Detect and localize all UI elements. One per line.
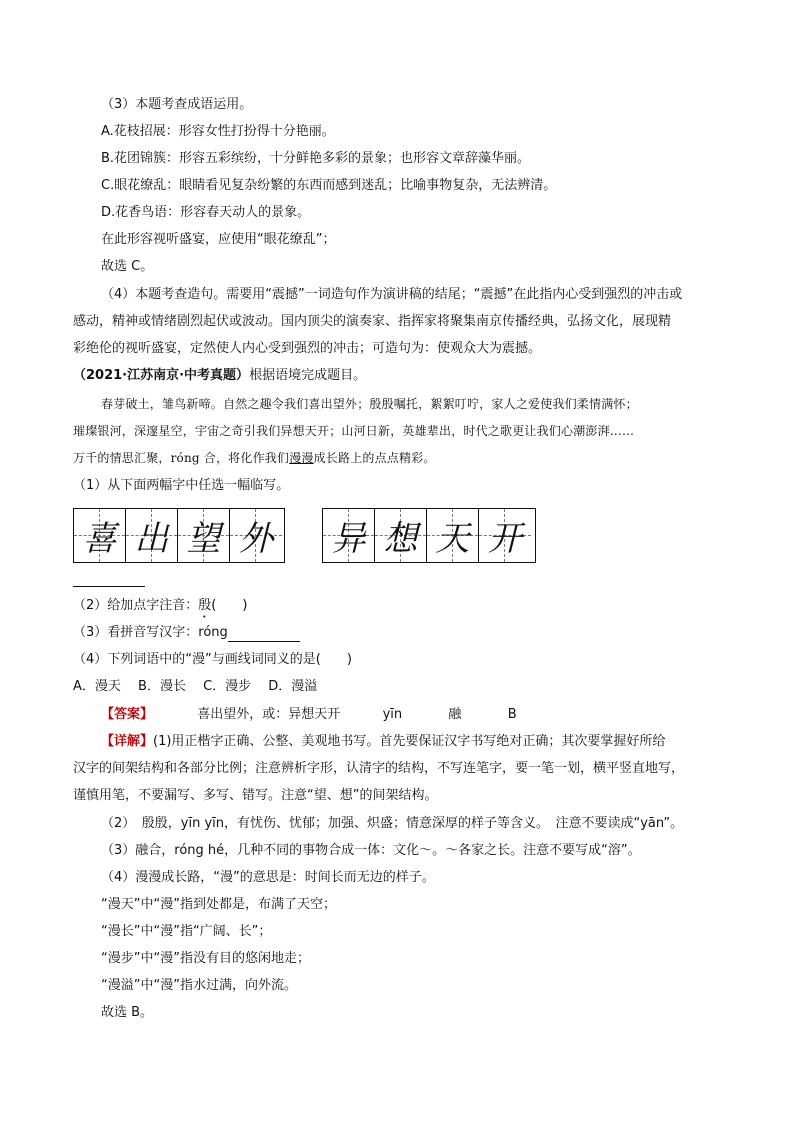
dotted-char: 殷 [198, 598, 212, 613]
sub3-blank [228, 627, 300, 642]
grid-cell [74, 509, 126, 562]
q4-line-3: 彩绝伦的视听盛宴，定然使人内心受到强烈的冲击；可造句为：使观众大为震撼。 [73, 341, 542, 356]
detail-line-3: 谨慎用笔，不要漏写、多写、错写。注意“望、想”的间架结构。 [73, 788, 438, 803]
grid-cell [230, 509, 282, 562]
grid-cell [323, 509, 375, 562]
detail-label: 【详解】 [101, 734, 154, 749]
grid-cell [427, 509, 479, 562]
q3-heading: （3）本题考查成语运用。 [101, 97, 253, 112]
grid-cell [375, 509, 427, 562]
answer-part-3: 融 [448, 707, 462, 722]
passage-text-end: 成长路上的点点精彩。 [313, 451, 436, 465]
sub2-blank: ( ) [211, 598, 248, 613]
underlined-word: 漫漫 [289, 451, 314, 465]
detail-text: (1)用正楷字正确、公整、美观地书写。首先要保证汉字书写绝对正确；其次要掌握好所给 [153, 734, 666, 749]
detail-line-2: 汉字的间架结构和各部分比例；注意辨析字形，认清字的结构，不写连笔字，要一笔一划，横平竖直地写， [73, 761, 685, 776]
q3-option-a: A.花枝招展：形容女性打扮得十分艳丽。 [101, 124, 335, 139]
detail-line-6: （4）漫漫成长路，“漫”的意思是：时间长而无边的样子。 [101, 870, 435, 885]
grid-char: 出 [134, 519, 169, 559]
detail-line-5: （3）融合，róng hé，几种不同的事物合成一体：文化～。～各家之长。注意不要写成“溶”。 [101, 843, 641, 858]
grid-char: 开 [488, 519, 522, 559]
grid-char: 异 [331, 519, 366, 559]
q4-line-2: 感动，精神或情绪剧烈起伏或波动。国内顶尖的演奏家、指挥家将聚集南京传播经典，弘扬文化，展现精 [73, 314, 672, 329]
answer-label: 【答案】 [101, 707, 154, 722]
explain-line-2: “漫长”中“漫”指“广阔、长”； [101, 924, 272, 939]
q3-option-c: C.眼花缭乱：眼睛看见复杂纷繁的东西而感到迷乱；比喻事物复杂，无法辨清。 [101, 178, 557, 193]
calligraphy-grid-right [322, 508, 536, 563]
detail-line-1 [101, 733, 665, 751]
grid-char: 天 [435, 519, 470, 559]
grid-char: 望 [186, 519, 221, 559]
explain-line-3: “漫步”中“漫”指没有目的悠闲地走； [101, 951, 310, 966]
passage-line-3 [73, 449, 436, 467]
answer-line-row [101, 706, 517, 724]
sub-question-1: （1）从下面两幅字中任选一幅临写。 [73, 478, 290, 493]
q3-conclusion: 在此形容视听盛宴，应使用“眼花缭乱”； [101, 232, 336, 247]
passage-text: 万千的情思汇聚，róng 合，将化作我们 [73, 451, 290, 465]
grid-char: 喜 [82, 519, 117, 559]
q3-option-b: B.花团锦簇：形容五彩缤纷，十分鲜艳多彩的景象；也形容文章辞藻华丽。 [101, 151, 531, 166]
calligraphy-grid-left [73, 508, 285, 563]
sub-question-2 [73, 597, 247, 621]
grid-cell [126, 509, 178, 562]
final-answer: 故选 B。 [101, 1005, 154, 1020]
grid-cell [479, 509, 531, 562]
q4-line-1: （4）本题考查造句。需要用“震撼”一词造句作为演讲稿的结尾；“震撼”在此指内心受到强烈的冲击或 [101, 287, 683, 302]
grid-char: 想 [383, 519, 418, 559]
answer-part-2: yīn [382, 707, 403, 722]
question-header [73, 367, 366, 385]
sub3-text: （3）看拼音写汉字：róng [73, 625, 228, 640]
grid-cell [178, 509, 230, 562]
q3-answer: 故选 C。 [101, 259, 154, 274]
sub-question-3 [73, 624, 300, 642]
q3-option-d: D.花香鸟语：形容春天动人的景象。 [101, 205, 311, 220]
answer-part-4: B [507, 707, 517, 722]
explain-line-4: “漫溢”中“漫”指水过满，向外流。 [101, 978, 297, 993]
answer-line [73, 586, 145, 587]
explain-line-1: “漫天”中“漫”指到处都是，布满了天空； [101, 897, 336, 912]
grid-char: 外 [239, 519, 273, 559]
sub2-text: （2）给加点字注音： [73, 598, 199, 613]
passage-line-1: 春芽破土，雏鸟新啼。自然之趣令我们喜出望外；殷殷嘱托，絮絮叮咛，家人之爱使我们柔情满怀； [101, 397, 638, 411]
sub-question-4: （4）下列词语中的“漫”与画线词同义的是( ) [73, 652, 352, 667]
passage-line-2: 璀璨银河，深邃星空，宇宙之奇引我们异想天开；山河日新，英雄辈出，时代之歌更让我们心潮澎湃…… [73, 424, 635, 438]
options-line: A．漫天 B．漫长 C．漫步 D．漫溢 [73, 679, 318, 694]
question-prompt: 根据语境完成题目。 [249, 368, 367, 383]
question-source: （2021·江苏南京·中考真题） [73, 368, 250, 383]
detail-line-4: （2） 殷殷，yīn yīn，有忧伤、忧郁；加强、炽盛；情意深厚的样子等含义。 注意不要读成“yān”。 [101, 816, 684, 831]
answer-part-1: 喜出望外，或：异想天开 [197, 707, 341, 722]
